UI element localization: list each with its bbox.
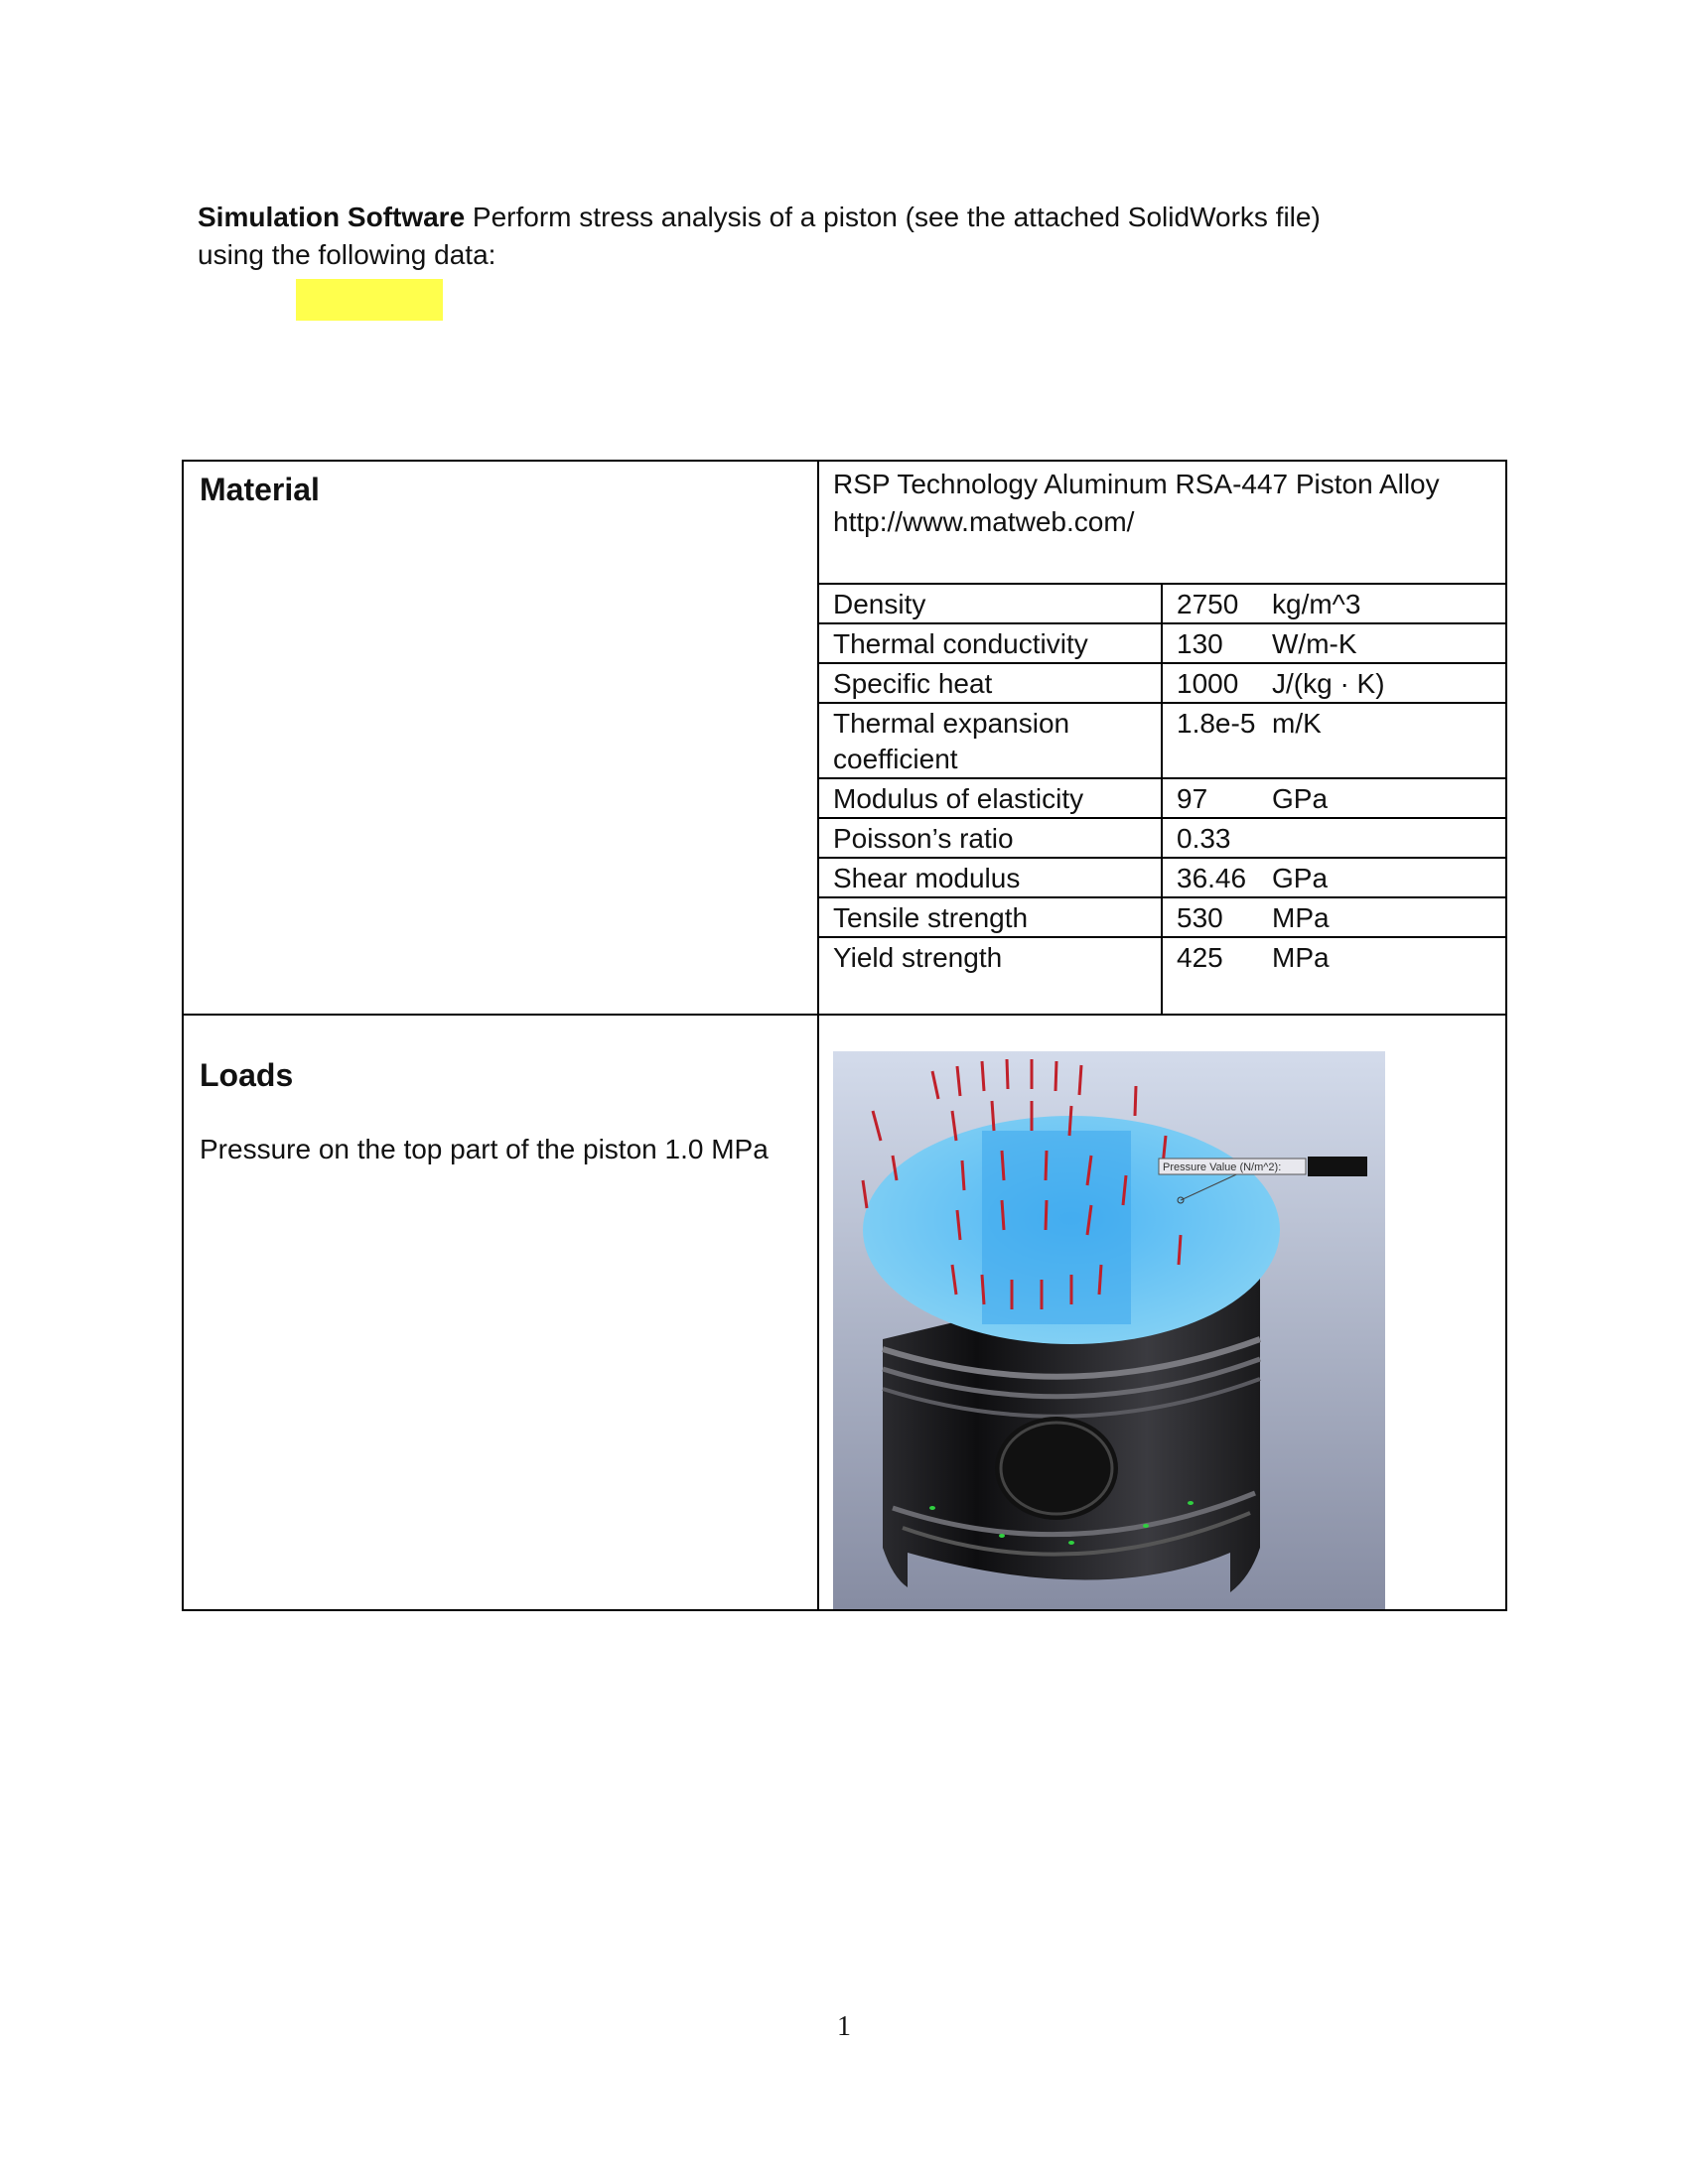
property-row [819,584,1507,623]
material-properties-table [819,583,1507,1014]
intro-text: Perform stress analysis of a piston (see the attached SolidWorks file) [465,202,1321,232]
property-unit: J/(kg · K) [1272,668,1385,699]
property-value: 2750 [1177,589,1239,619]
material-label-cell [183,461,818,1015]
property-value-cell [1162,937,1507,1014]
property-label: Thermal expansion coefficient [819,703,1162,778]
material-name-block [819,462,1505,583]
property-value: 425 [1177,942,1223,973]
property-label: Yield strength [819,937,1162,1014]
material-row [183,461,1506,1015]
piston-pressure-simulation-image [833,1051,1385,1609]
loads-label-cell [183,1015,818,1610]
property-value: 1000 [1177,668,1239,699]
intro-bold-title: Simulation Software [198,202,466,232]
data-table [182,460,1507,1611]
material-source-url: http://www.matweb.com/ [833,506,1135,537]
property-label: Modulus of elasticity [819,778,1162,818]
property-unit: m/K [1272,708,1322,739]
property-unit: GPa [1272,783,1329,814]
material-name: RSP Technology Aluminum RSA-447 Piston Alloy [833,469,1440,499]
intro-paragraph [198,199,1488,274]
property-row [819,858,1507,897]
property-unit: MPa [1272,942,1330,973]
property-label: Density [819,584,1162,623]
property-row [819,703,1507,778]
property-row [819,623,1507,663]
property-row [819,897,1507,937]
property-label: Specific heat [819,663,1162,703]
property-label: Tensile strength [819,897,1162,937]
property-row [819,937,1507,1014]
loads-description: Pressure on the top part of the piston 1.0 MPa [200,1134,769,1164]
property-value: 530 [1177,902,1223,933]
property-value-cell [1162,663,1507,703]
property-unit: GPa [1272,863,1329,893]
yellow-highlight [296,279,443,321]
property-row [819,663,1507,703]
pressure-callout-label: Pressure Value (N/m^2): [1163,1161,1282,1173]
property-row [819,818,1507,858]
property-value-cell [1162,703,1507,778]
property-value-cell [1162,897,1507,937]
property-value: 130 [1177,628,1223,659]
loads-heading: Loads [200,1057,294,1093]
property-value-cell [1162,858,1507,897]
property-value: 1.8e-5 [1177,708,1256,739]
property-unit: kg/m^3 [1272,589,1361,619]
property-value-cell [1162,623,1507,663]
intro-line-2: using the following data: [198,239,496,270]
property-label: Shear modulus [819,858,1162,897]
loads-image-cell [818,1015,1506,1610]
property-label: Poisson’s ratio [819,818,1162,858]
property-value-cell [1162,778,1507,818]
property-row [819,778,1507,818]
property-unit: W/m-K [1272,628,1357,659]
property-value-cell [1162,818,1507,858]
property-value: 97 [1177,783,1208,814]
property-value-cell [1162,584,1507,623]
material-details-cell [818,461,1506,1015]
property-value: 0.33 [1177,823,1231,854]
intro-line-1 [198,199,1488,236]
page-number: 1 [837,2011,851,2042]
property-label: Thermal conductivity [819,623,1162,663]
property-unit: MPa [1272,902,1330,933]
property-value: 36.46 [1177,863,1247,893]
loads-row [183,1015,1506,1610]
material-heading: Material [200,472,320,507]
